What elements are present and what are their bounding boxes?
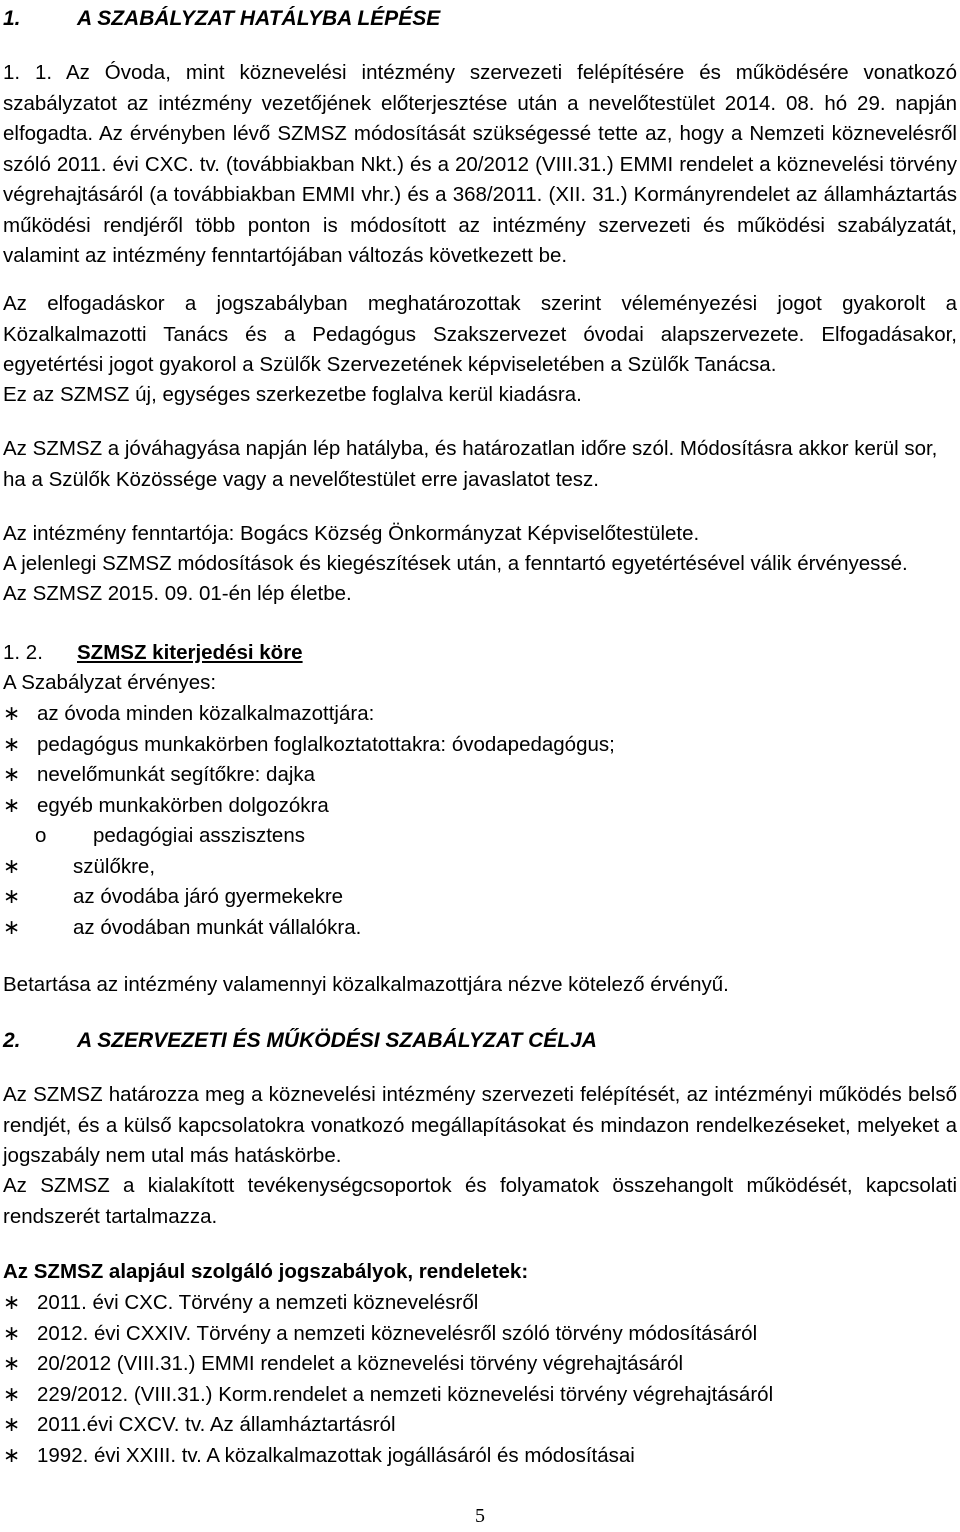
circle-bullet-icon: o <box>35 824 47 847</box>
section-number: 1. 2. <box>3 641 43 664</box>
list-item: ∗ az óvodába járó gyermekekre <box>3 882 957 913</box>
section-number: 1. <box>3 7 21 30</box>
list-item: ∗ szülőkre, <box>3 852 957 883</box>
list-item: ∗ 229/2012. (VIII.31.) Korm.rendelet a nemzeti köznevelési törvény végrehajtásáról <box>3 1380 957 1411</box>
scope-list <box>3 699 957 943</box>
law-list <box>3 1288 957 1471</box>
asterisk-bullet-icon: ∗ <box>3 793 21 817</box>
section-1-2-heading <box>3 638 957 669</box>
paragraph-elfogadas: Az elfogadáskor a jogszabályban meghatározottak szerint véleményezési jogot gyakorolt a Közalkalmazotti Tanács és a Pedagógus Szakszervezet óvodai alapszervezete. Elfogadásakor, egyetértési jogot gyakorol a Szülők Szervezetének képviseletében a Szülők Tanácsa. <box>3 292 957 376</box>
list-item: ∗ 2012. évi CXXIV. Törvény a nemzeti köznevelésről szóló törvény módosításáról <box>3 1319 957 1350</box>
document-page <box>3 0 957 1527</box>
paragraph-hatalyba-lepes: Az SZMSZ a jóváhagyása napján lép hatályba, és határozatlan időre szól. Módosításra akkor kerül sor, ha a Szülők Közössége vagy a nevelőtestület erre javaslatot tesz. <box>3 437 938 491</box>
law-list-heading: Az SZMSZ alapjául szolgáló jogszabályok, rendeletek: <box>3 1260 529 1283</box>
paragraph-fenntarto-line-2: A jelenlegi SZMSZ módosítások és kiegészítések után, a fenntartó egyetértésével válik érvényessé. <box>3 552 908 575</box>
list-item: ∗ egyéb munkakörben dolgozókra <box>3 791 957 822</box>
section-number: 2. <box>3 1029 21 1052</box>
section-title: SZMSZ kiterjedési köre <box>77 641 303 664</box>
asterisk-bullet-icon: ∗ <box>3 702 21 725</box>
asterisk-bullet-icon: ∗ <box>3 885 21 908</box>
list-item: ∗ 1992. évi XXIII. tv. A közalkalmazottak jogállásáról és módosításai <box>3 1441 957 1472</box>
section-title: A SZERVEZETI ÉS MŰKÖDÉSI SZABÁLYZAT CÉLJA <box>77 1029 597 1052</box>
section-2-heading <box>3 1026 957 1057</box>
list-subitem: o pedagógiai asszisztens <box>3 821 957 852</box>
asterisk-bullet-icon: ∗ <box>3 1413 21 1436</box>
list-item: ∗ pedagógus munkakörben foglalkoztatottakra: óvodapedagógus; <box>3 730 957 761</box>
asterisk-bullet-icon: ∗ <box>3 1352 21 1375</box>
paragraph-betartas: Betartása az intézmény valamennyi közalkalmazottjára nézve kötelező érvényű. <box>3 973 729 996</box>
asterisk-bullet-icon: ∗ <box>3 1291 21 1314</box>
paragraph-fenntarto-line-3: Az SZMSZ 2015. 09. 01-én lép életbe. <box>3 582 352 605</box>
asterisk-bullet-icon: ∗ <box>3 732 21 756</box>
scope-intro: A Szabályzat érvényes: <box>3 671 217 694</box>
paragraph-kiadas: Ez az SZMSZ új, egységes szerkezetbe foglalva kerül kiadásra. <box>3 383 582 406</box>
list-item: ∗ az óvoda minden közalkalmazottjára: <box>3 699 957 730</box>
paragraph-fenntarto-line-1: Az intézmény fenntartója: Bogács Község Önkormányzat Képviselőtestülete. <box>3 522 700 545</box>
asterisk-bullet-icon: ∗ <box>3 1443 21 1467</box>
paragraph-cel-2: Az SZMSZ a kialakított tevékenységcsoportok és folyamatok összehangolt működését, kapcsolati rendszerét tartalmazza. <box>3 1174 957 1228</box>
asterisk-bullet-icon: ∗ <box>3 763 21 786</box>
paragraph-1-1: 1. 1. Az Óvoda, mint köznevelési intézmény szervezeti felépítésére és működésére vonatkozó szabályzatot az intézmény vezetőjének előterjesztése után a nevelőtestület 2014. 08. hó 29. napján elfogadta. Az érvényben lévő SZMSZ módosítását szükségessé tette az, hogy a Nemzeti köznevelésről szóló 2011. évi CXC. tv. (továbbiakban Nkt.) és a 20/2012 (VIII.31.) EMMI rendelet a köznevelési törvény végrehajtásáról (a továbbiakban EMMI vhr.) és a 368/2011. (XII. 31.) Kormányrendelet az államháztartás működési rendjéről több ponton is módosított az intézmény szervezeti és működési szabályzatát, valamint az intézmény fenntartójában változás következett be. <box>3 61 957 267</box>
list-item: ∗ 20/2012 (VIII.31.) EMMI rendelet a köznevelési törvény végrehajtásáról <box>3 1349 957 1380</box>
list-item: ∗ 2011. évi CXC. Törvény a nemzeti köznevelésről <box>3 1288 957 1319</box>
section-1-heading <box>3 4 957 35</box>
list-item: ∗ nevelőmunkát segítőkre: dajka <box>3 760 957 791</box>
page-number: 5 <box>475 1505 485 1527</box>
list-item: ∗ az óvodában munkát vállalókra. <box>3 913 957 944</box>
asterisk-bullet-icon: ∗ <box>3 915 21 939</box>
paragraph-cel-1: Az SZMSZ határozza meg a köznevelési intézmény szervezeti felépítését, az intézményi működés belső rendjét, és a külső kapcsolatokra vonatkozó megállapításokat és mindazon rendelkezéseket, melyeket a jogszabály nem utal más hatáskörbe. <box>3 1083 957 1167</box>
asterisk-bullet-icon: ∗ <box>3 854 21 878</box>
asterisk-bullet-icon: ∗ <box>3 1382 21 1406</box>
section-title: A SZABÁLYZAT HATÁLYBA LÉPÉSE <box>77 7 441 30</box>
asterisk-bullet-icon: ∗ <box>3 1321 21 1345</box>
list-item: ∗ 2011.évi CXCV. tv. Az államháztartásról <box>3 1410 957 1441</box>
